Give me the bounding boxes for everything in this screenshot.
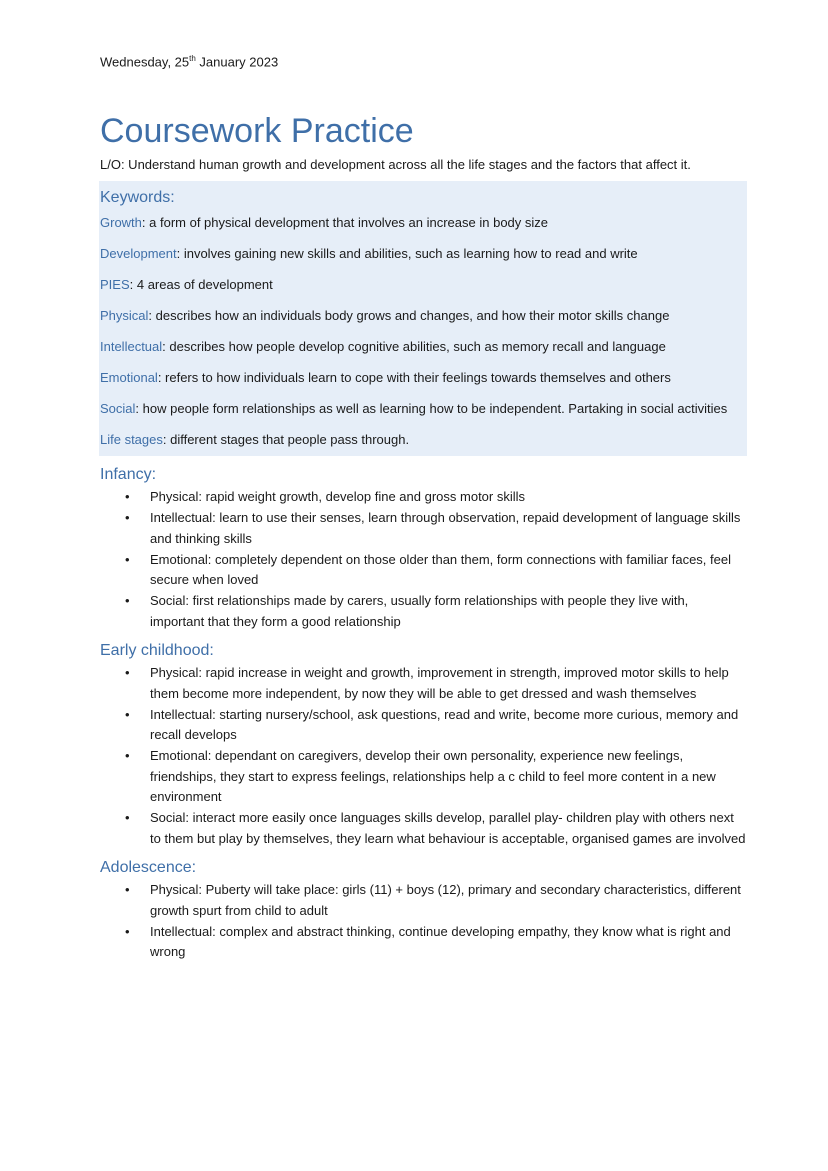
- keyword-definition: : a form of physical development that involves an increase in body size: [141, 215, 549, 231]
- keyword-term: Growth: [100, 215, 142, 231]
- keyword-term: Social: [100, 401, 136, 417]
- keyword-term: Life stages: [100, 432, 163, 448]
- keyword-term: Intellectual: [100, 339, 163, 355]
- keywords-list: [100, 213, 746, 450]
- bullet-text: Intellectual: learn to use their senses, learn through observation, repaid development of language skills and thinking skills: [150, 510, 741, 546]
- bullet-icon: •: [125, 551, 130, 567]
- keyword-term: Emotional: [100, 370, 158, 386]
- keyword-term: Physical: [100, 308, 149, 324]
- date-text: Wednesday, 25: [100, 54, 190, 70]
- bullet-text: Social: interact more easily once languages skills develop, parallel play- children play with others next to them but play by themselves, they learn what behaviour is acceptable, organised games are involved: [150, 810, 746, 846]
- list-item: [100, 508, 746, 549]
- list-item: [100, 880, 746, 921]
- bullet-list: [100, 663, 746, 849]
- bullet-icon: •: [125, 923, 130, 939]
- keyword-item: [100, 244, 746, 264]
- bullet-icon: •: [125, 510, 130, 526]
- section-heading: Early childhood:: [100, 642, 214, 660]
- keyword-item: [100, 306, 746, 326]
- list-item: [100, 808, 746, 849]
- document-date: [100, 50, 746, 71]
- keywords-box: [99, 181, 747, 456]
- life-stage-sections: [100, 464, 746, 963]
- bullet-text: Emotional: dependant on caregivers, develop their own personality, experience new feelings, friendships, they start to express feelings, relationships help a c child to feel more content in a new environment: [150, 748, 716, 805]
- list-item: [100, 746, 746, 808]
- section-heading: Adolescence:: [100, 859, 197, 877]
- list-item: [100, 591, 746, 632]
- bullet-icon: •: [125, 706, 130, 722]
- list-item: [100, 922, 746, 963]
- keyword-term: PIES: [100, 277, 130, 293]
- date-ordinal: th: [189, 54, 196, 63]
- keyword-definition: : 4 areas of development: [129, 277, 273, 293]
- bullet-list: [100, 880, 746, 963]
- keyword-item: [100, 213, 746, 233]
- keyword-term: Development: [100, 246, 177, 262]
- list-item: [100, 550, 746, 591]
- keywords-heading: Keywords:: [100, 189, 175, 207]
- keyword-definition: : describes how people develop cognitive abilities, such as memory recall and language: [162, 339, 666, 355]
- keyword-item: [100, 337, 746, 357]
- list-item: [100, 663, 746, 704]
- keyword-definition: : describes how an individuals body grows and changes, and how their motor skills change: [148, 308, 670, 324]
- learning-objective: L/O: Understand human growth and development across all the life stages and the factors that affect it.: [100, 157, 691, 173]
- keyword-item: [100, 368, 746, 388]
- bullet-text: Emotional: completely dependent on those older than them, form connections with familiar faces, feel secure when loved: [150, 551, 731, 588]
- bullet-icon: •: [125, 748, 130, 764]
- list-item: [100, 487, 746, 508]
- keyword-item: [100, 430, 746, 450]
- keyword-definition: : how people form relationships as well as learning how to be independent. Partaking in social activities: [135, 401, 728, 417]
- bullet-text: Physical: rapid increase in weight and growth, improvement in strength, improved motor skills to help them become more independent, by now they will be able to get dressed and wash themselves: [150, 665, 729, 701]
- bullet-icon: •: [125, 810, 130, 826]
- keyword-definition: : refers to how individuals learn to cope with their feelings towards themselves and others: [157, 370, 671, 386]
- bullet-icon: •: [125, 489, 130, 505]
- bullet-text: Physical: Puberty will take place: girls (11) + boys (12), primary and secondary characteristics, different growth spurt from child to adult: [150, 882, 741, 918]
- keyword-definition: : involves gaining new skills and abilities, such as learning how to read and write: [176, 246, 638, 262]
- date-month-year: January 2023: [195, 54, 279, 70]
- bullet-icon: •: [125, 665, 130, 681]
- keyword-item: [100, 275, 746, 295]
- section-heading: Infancy:: [100, 466, 157, 484]
- bullet-icon: •: [125, 593, 130, 609]
- page-title: Coursework Practice: [100, 112, 414, 151]
- keyword-item: [100, 399, 746, 419]
- bullet-text: Intellectual: complex and abstract thinking, continue developing empathy, they know what is right and wrong: [150, 923, 731, 960]
- bullet-text: Physical: rapid weight growth, develop fine and gross motor skills: [150, 489, 526, 505]
- bullet-icon: •: [125, 882, 130, 898]
- bullet-list: [100, 487, 746, 632]
- keyword-definition: : different stages that people pass through.: [162, 432, 410, 448]
- bullet-text: Intellectual: starting nursery/school, ask questions, read and write, become more curious, memory and recall develops: [150, 706, 739, 743]
- list-item: [100, 705, 746, 746]
- bullet-text: Social: first relationships made by carers, usually form relationships with people they live with, important that they form a good relationship: [150, 593, 689, 629]
